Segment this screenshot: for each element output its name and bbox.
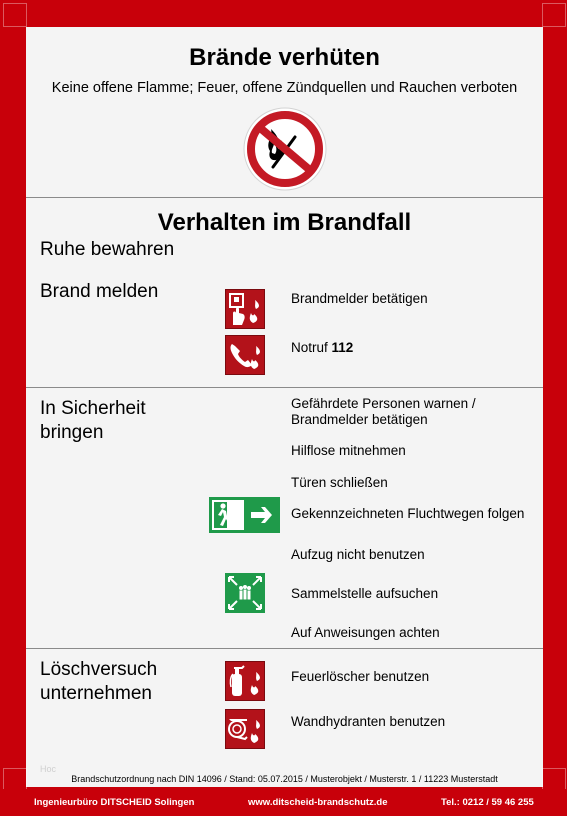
emergency-exit-icon xyxy=(209,497,280,533)
divider xyxy=(26,648,543,649)
action-brandmelder: Brandmelder betätigen xyxy=(291,291,428,306)
action-wandhydranten: Wandhydranten benutzen xyxy=(291,714,446,729)
action-anweisungen: Auf Anweisungen achten xyxy=(291,625,440,640)
action-tueren: Türen schließen xyxy=(291,475,388,490)
action-hilflose: Hilflose mitnehmen xyxy=(291,443,406,458)
page-title: Brände verhüten xyxy=(189,44,380,71)
no-open-flame-icon xyxy=(243,107,327,191)
action-notruf xyxy=(291,340,353,356)
footer-phone: Tel.: 0212 / 59 46 255 xyxy=(441,797,534,808)
crop-mark xyxy=(3,3,27,27)
frame-top xyxy=(0,0,567,27)
section-label-line: bringen xyxy=(40,422,104,443)
action-line: Gefährdete Personen warnen / xyxy=(291,396,476,411)
faint-mark: Hoc xyxy=(40,764,57,774)
section-label-sicherheit xyxy=(40,397,146,445)
notruf-label: Notruf xyxy=(291,340,328,355)
fire-hose-reel-icon xyxy=(225,709,265,749)
section-title: Verhalten im Brandfall xyxy=(157,209,412,236)
fire-alarm-call-point-icon xyxy=(225,289,265,329)
divider xyxy=(26,387,543,388)
assembly-point-icon xyxy=(225,573,265,613)
footer-note: Brandschutzordnung nach DIN 14096 / Stand: 05.07.2015 / Musterobjekt / Musterstr. 1 / 11223 Musterstadt xyxy=(71,774,498,784)
footer-bar xyxy=(0,789,567,816)
section-label-ruhe: Ruhe bewahren xyxy=(40,239,175,260)
section-label-loeschen xyxy=(40,658,157,706)
action-sammelstelle: Sammelstelle aufsuchen xyxy=(291,586,439,601)
section-label-line: Löschversuch xyxy=(40,659,158,680)
footer-company: Ingenieurbüro DITSCHEID Solingen xyxy=(34,797,195,808)
action-feuerloescher: Feuerlöscher benutzen xyxy=(291,669,430,684)
notruf-number: 112 xyxy=(331,340,354,355)
fire-extinguisher-icon xyxy=(225,661,265,701)
action-fluchtwege: Gekennzeichneten Fluchtwegen folgen xyxy=(291,506,525,521)
action-aufzug: Aufzug nicht benutzen xyxy=(291,547,425,562)
page-subtitle: Keine offene Flamme; Feuer, offene Zündquellen und Rauchen verboten xyxy=(51,80,518,96)
emergency-phone-icon xyxy=(225,335,265,375)
action-line: Brandmelder betätigen xyxy=(291,412,428,427)
action-warnen xyxy=(291,396,476,428)
section-label-line: unternehmen xyxy=(40,683,152,704)
crop-mark xyxy=(542,3,566,27)
divider xyxy=(26,197,543,198)
section-label-line: In Sicherheit xyxy=(40,398,146,419)
footer-website[interactable]: www.ditscheid-brandschutz.de xyxy=(248,797,388,808)
section-label-brand-melden: Brand melden xyxy=(40,281,159,302)
